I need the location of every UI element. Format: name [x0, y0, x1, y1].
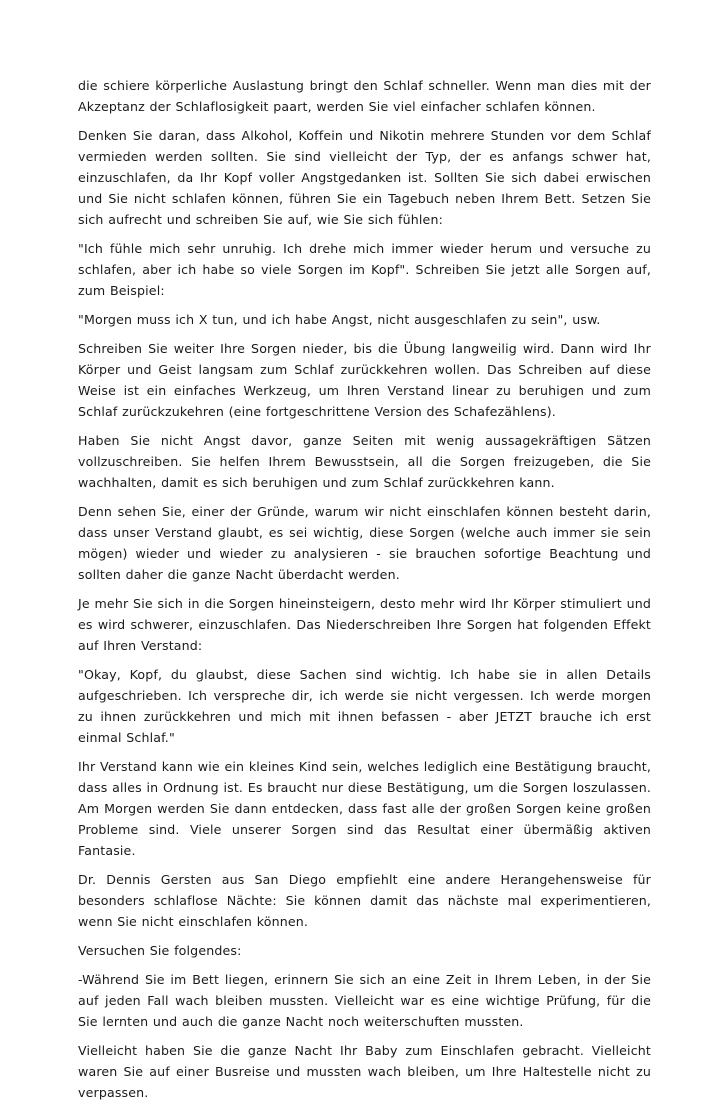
paragraph: -Während Sie im Bett liegen, erinnern Sie sich an eine Zeit in Ihrem Leben, in der Sie auf jeden Fall wach bleiben mussten. Vielleicht war es eine wichtige Prüfung, für die Sie lernten und auch die ganze Nacht noch weiterschuften mussten. [78, 972, 651, 1029]
paragraph: "Morgen muss ich X tun, und ich habe Angst, nicht ausgeschlafen zu sein", usw. [78, 312, 601, 327]
paragraph: "Okay, Kopf, du glaubst, diese Sachen sind wichtig. Ich habe sie in allen Details aufgeschrieben. Ich verspreche dir, ich werde sie nicht vergessen. Ich werde morgen zu ihnen zurückkehren und mich mit ihnen befassen - aber JETZT brauche ich erst einmal Schlaf." [78, 667, 651, 745]
paragraph: Versuchen Sie folgendes: [78, 943, 242, 958]
paragraph: die schiere körperliche Auslastung bringt den Schlaf schneller. Wenn man dies mit der Akzeptanz der Schlaflosigkeit paart, werden Sie viel einfacher schlafen können. [78, 78, 651, 114]
paragraph: Schreiben Sie weiter Ihre Sorgen nieder, bis die Übung langweilig wird. Dann wird Ihr Körper und Geist langsam zum Schlaf zurückkehren wollen. Das Schreiben auf diese Weise ist ein einfaches Werkzeug, um Ihren Verstand linear zu beruhigen und zum Schlaf zurückzukehren (eine fortgeschrittene Version des Schafezählens). [78, 341, 651, 419]
document-page [78, 75, 651, 1111]
paragraph: Je mehr Sie sich in die Sorgen hineinsteigern, desto mehr wird Ihr Körper stimuliert und es wird schwerer, einzuschlafen. Das Niederschreiben Ihre Sorgen hat folgenden Effekt auf Ihren Verstand: [78, 596, 651, 653]
paragraph: Dr. Dennis Gersten aus San Diego empfiehlt eine andere Herangehensweise für besonders schlaflose Nächte: Sie können damit das nächste mal experimentieren, wenn Sie nicht einschlafen können. [78, 872, 651, 929]
paragraph: Denken Sie daran, dass Alkohol, Koffein und Nikotin mehrere Stunden vor dem Schlaf vermieden werden sollten. Sie sind vielleicht der Typ, der es anfangs schwer hat, einzuschlafen, da Ihr Kopf voller Angstgedanken ist. Sollten Sie sich dabei erwischen und Sie nicht schlafen können, führen Sie ein Tagebuch neben Ihrem Bett. Setzen Sie sich aufrecht und schreiben Sie auf, wie Sie sich fühlen: [78, 128, 651, 227]
paragraph: Vielleicht haben Sie die ganze Nacht Ihr Baby zum Einschlafen gebracht. Vielleicht waren Sie auf einer Busreise und mussten wach bleiben, um Ihre Haltestelle nicht zu verpassen. [78, 1043, 651, 1100]
paragraph: Ihr Verstand kann wie ein kleines Kind sein, welches lediglich eine Bestätigung braucht, dass alles in Ordnung ist. Es braucht nur diese Bestätigung, um die Sorgen loszulassen. Am Morgen werden Sie dann entdecken, dass fast alle der großen Sorgen keine großen Probleme sind. Viele unserer Sorgen sind das Resultat einer übermäßig aktiven Fantasie. [78, 759, 651, 858]
paragraph: Haben Sie nicht Angst davor, ganze Seiten mit wenig aussagekräftigen Sätzen vollzuschreiben. Sie helfen Ihrem Bewusstsein, all die Sorgen freizugeben, die Sie wachhalten, damit es sich beruhigen und zum Schlaf zurückkehren kann. [78, 433, 651, 490]
paragraph: "Ich fühle mich sehr unruhig. Ich drehe mich immer wieder herum und versuche zu schlafen, aber ich habe so viele Sorgen im Kopf". Schreiben Sie jetzt alle Sorgen auf, zum Beispiel: [78, 241, 651, 298]
paragraph: Denn sehen Sie, einer der Gründe, warum wir nicht einschlafen können besteht darin, dass unser Verstand glaubt, es sei wichtig, diese Sorgen (welche auch immer sie sein mögen) wieder und wieder zu analysieren - sie brauchen sofortige Beachtung und sollten daher die ganze Nacht überdacht werden. [78, 504, 651, 582]
